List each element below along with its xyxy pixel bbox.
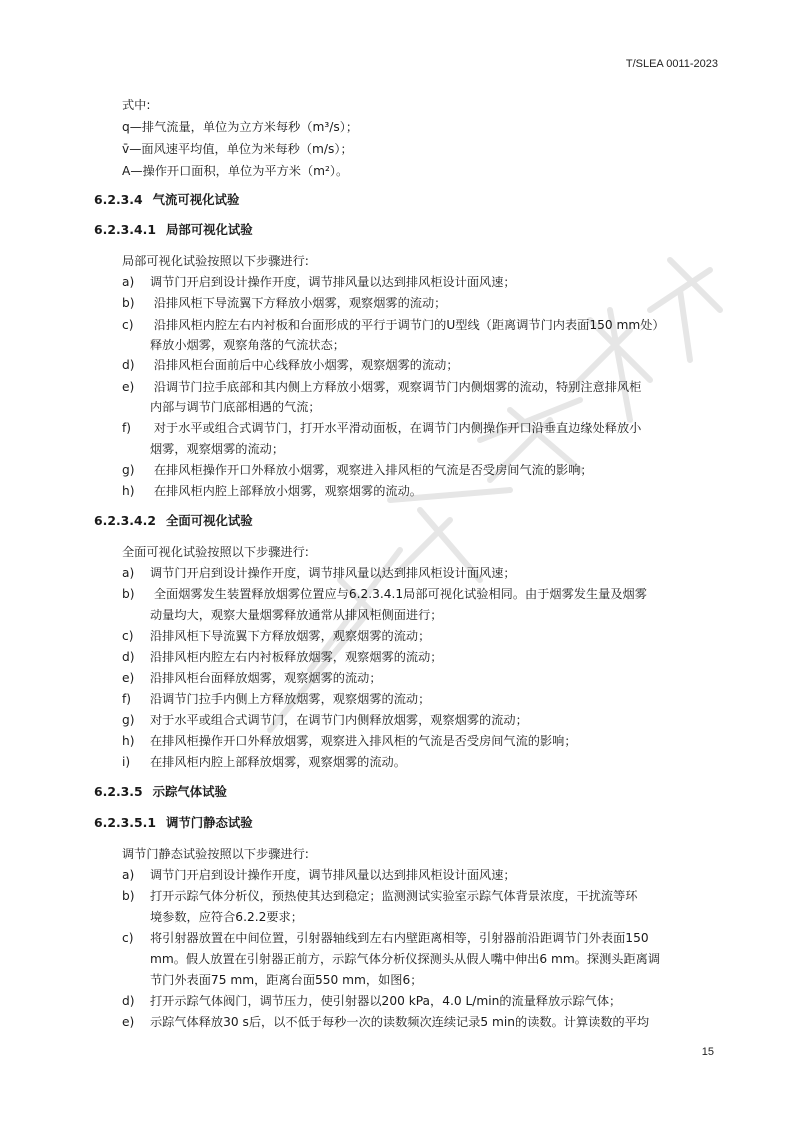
section-intro: 全面可视化试验按照以下步骤进行: bbox=[122, 545, 309, 559]
section-title: 调节门静态试验 bbox=[165, 815, 253, 830]
list-item-continuation: 烟雾，观察烟雾的流动； bbox=[150, 442, 285, 456]
formula-note-v: v̄—面风速平均值，单位为米每秒（m/s）； bbox=[122, 142, 353, 156]
list-item: a) 调节门开启到设计操作开度，调节排风量以达到排风柜设计面风速； bbox=[122, 275, 516, 289]
list-item: h) 在排风柜操作开口外释放烟雾，观察进入排风柜的气流是否受房间气流的影响； bbox=[122, 734, 577, 748]
list-item: d) 沿排风柜台面前后中心线释放小烟雾，观察烟雾的流动； bbox=[122, 358, 459, 372]
list-item: a) 调节门开启到设计操作开度，调节排风量以达到排风柜设计面风速； bbox=[122, 566, 516, 580]
list-item: c) 沿排风柜下导流翼下方释放烟雾，观察烟雾的流动； bbox=[122, 629, 431, 643]
list-item: e) 沿调节门拉手底部和其内侧上方释放小烟雾，观察调节门内侧烟雾的流动，特别注意排风柜 bbox=[122, 380, 642, 394]
section-intro: 局部可视化试验按照以下步骤进行: bbox=[122, 254, 309, 268]
section-intro: 调节门静态试验按照以下步骤进行: bbox=[122, 847, 309, 861]
section-heading-6-2-3-5-1 bbox=[94, 815, 253, 831]
formula-intro: 式中: bbox=[122, 98, 151, 112]
list-item: e) 示踪气体释放30 s后，以不低于每秒一次的读数频次连续记录5 min的读数。计算读数的平均 bbox=[122, 1015, 650, 1029]
section-number: 6.2.3.5.1 bbox=[94, 815, 156, 830]
section-number: 6.2.3.4.1 bbox=[94, 222, 156, 237]
list-item-continuation: 内部与调节门底部相遇的气流； bbox=[150, 400, 321, 414]
list-item: c) 将引射器放置在中间位置，引射器轴线到左右内壁距离相等，引射器前沿距调节门外表面150 bbox=[122, 931, 649, 945]
formula-note-a: A—操作开口面积，单位为平方米（m²）。 bbox=[122, 164, 349, 178]
section-title: 示踪气体试验 bbox=[152, 784, 227, 799]
list-item: g) 对于水平或组合式调节门，在调节门内侧释放烟雾，观察烟雾的流动； bbox=[122, 713, 528, 727]
section-title: 全面可视化试验 bbox=[165, 513, 253, 528]
list-item: d) 沿排风柜内腔左右内衬板释放烟雾，观察烟雾的流动； bbox=[122, 650, 443, 664]
list-item: b) 全面烟雾发生装置释放烟雾位置应与6.2.3.4.1局部可视化试验相同。由于烟雾发生量及烟雾 bbox=[122, 587, 647, 601]
list-item-continuation: mm。假人放置在引射器正前方，示踪气体分析仪探测头从假人嘴中伸出6 mm。探测头距离调 bbox=[150, 952, 661, 966]
section-heading-6-2-3-4 bbox=[94, 192, 239, 208]
list-item: f) 对于水平或组合式调节门，打开水平滑动面板，在调节门内侧操作开口沿垂直边缘处释放小 bbox=[122, 421, 642, 435]
section-heading-6-2-3-4-1 bbox=[94, 222, 253, 238]
section-heading-6-2-3-5 bbox=[94, 784, 227, 800]
list-item: b) 沿排风柜下导流翼下方释放小烟雾，观察烟雾的流动； bbox=[122, 296, 447, 310]
page-number: 15 bbox=[701, 1046, 714, 1058]
list-item: h) 在排风柜内腔上部释放小烟雾，观察烟雾的流动。 bbox=[122, 484, 422, 498]
list-item: c) 沿排风柜内腔左右内衬板和台面形成的平行于调节门的U型线（距离调节门内表面150 mm处） bbox=[122, 318, 665, 332]
list-item: f) 沿调节门拉手内侧上方释放烟雾，观察烟雾的流动； bbox=[122, 692, 431, 706]
list-item: e) 沿排风柜台面释放烟雾，观察烟雾的流动； bbox=[122, 671, 382, 685]
list-item: a) 调节门开启到设计操作开度，调节排风量以达到排风柜设计面风速； bbox=[122, 868, 516, 882]
list-item-continuation: 境参数，应符合6.2.2要求； bbox=[150, 910, 303, 924]
section-number: 6.2.3.4.2 bbox=[94, 513, 156, 528]
section-number: 6.2.3.5 bbox=[94, 784, 143, 799]
document-code: T/SLEA 0011-2023 bbox=[625, 58, 718, 70]
formula-note-q: q—排气流量，单位为立方米每秒（m³/s）； bbox=[122, 120, 359, 134]
list-item-continuation: 释放小烟雾，观察角落的气流状态； bbox=[150, 338, 345, 352]
list-item: d) 打开示踪气体阀门，调节压力，使引射器以200 kPa，4.0 L/min的流量释放示踪气体； bbox=[122, 994, 622, 1008]
list-item-continuation: 节门外表面75 mm，距离台面550 mm，如图6； bbox=[150, 973, 423, 987]
section-heading-6-2-3-4-2 bbox=[94, 513, 253, 529]
list-item: g) 在排风柜操作开口外释放小烟雾，观察进入排风柜的气流是否受房间气流的影响； bbox=[122, 463, 593, 477]
section-number: 6.2.3.4 bbox=[94, 192, 143, 207]
section-title: 局部可视化试验 bbox=[165, 222, 253, 237]
section-title: 气流可视化试验 bbox=[152, 192, 240, 207]
list-item: b) 打开示踪气体分析仪，预热使其达到稳定；监测测试实验室示踪气体背景浓度，干扰流等环 bbox=[122, 889, 638, 903]
list-item-continuation: 动量均大，观察大量烟雾释放通常从排风柜侧面进行； bbox=[150, 608, 443, 622]
list-item: i) 在排风柜内腔上部释放烟雾，观察烟雾的流动。 bbox=[122, 755, 406, 769]
